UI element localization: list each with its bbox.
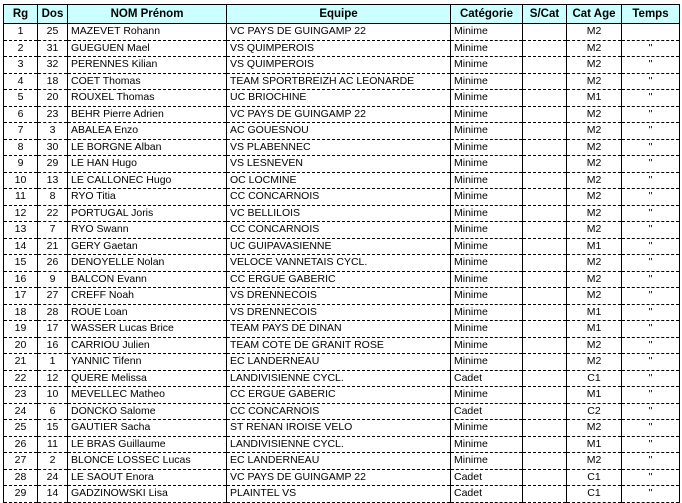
cell-equipe: UC GUIPAVASIENNE — [227, 238, 451, 255]
header-nom-prenom: NOM Prénom — [68, 5, 227, 24]
cell-rg: 8 — [4, 139, 38, 156]
cell-temps: " — [622, 255, 680, 272]
cell-cat-age: M2 — [567, 139, 622, 156]
cell-cat-age: C1 — [567, 469, 622, 486]
cell-cat-age: M2 — [567, 172, 622, 189]
cell-rg: 25 — [4, 420, 38, 437]
cell-rg: 6 — [4, 106, 38, 123]
cell-temps: " — [622, 403, 680, 420]
cell-equipe: VELOCE VANNETAIS CYCL. — [227, 255, 451, 272]
cell-scat — [523, 321, 567, 338]
cell-dos: 23 — [38, 106, 68, 123]
cell-dos: 28 — [38, 304, 68, 321]
cell-dos: 1 — [38, 354, 68, 371]
cell-dos: 13 — [38, 172, 68, 189]
cell-scat — [523, 469, 567, 486]
cell-rg: 27 — [4, 453, 38, 470]
cell-equipe: TEAM PAYS DE DINAN — [227, 321, 451, 338]
cell-rg: 1 — [4, 24, 38, 41]
cell-scat — [523, 123, 567, 140]
cell-scat — [523, 156, 567, 173]
cell-temps: " — [622, 321, 680, 338]
header-categorie: Catégorie — [451, 5, 523, 24]
cell-scat — [523, 139, 567, 156]
cell-cat-age: M2 — [567, 40, 622, 57]
cell-categorie: Cadet — [451, 469, 523, 486]
cell-rg: 17 — [4, 288, 38, 305]
cell-equipe: LANDIVISIENNE CYCL. — [227, 436, 451, 453]
cell-equipe: CC CONCARNOIS — [227, 403, 451, 420]
cell-scat — [523, 337, 567, 354]
cell-categorie: Cadet — [451, 403, 523, 420]
cell-cat-age: M1 — [567, 238, 622, 255]
cell-cat-age: M2 — [567, 156, 622, 173]
cell-nom-prenom: DENOYELLE Nolan — [68, 255, 227, 272]
cell-scat — [523, 189, 567, 206]
cell-categorie: Minime — [451, 40, 523, 57]
cell-dos: 7 — [38, 222, 68, 239]
cell-rg: 18 — [4, 304, 38, 321]
cell-temps: " — [622, 337, 680, 354]
cell-dos: 22 — [38, 205, 68, 222]
cell-categorie: Minime — [451, 172, 523, 189]
cell-scat — [523, 57, 567, 74]
cell-categorie: Minime — [451, 238, 523, 255]
cell-temps: " — [622, 40, 680, 57]
cell-dos: 6 — [38, 403, 68, 420]
table-row — [4, 486, 680, 503]
cell-equipe: OC LOCMINE — [227, 172, 451, 189]
cell-temps: " — [622, 90, 680, 107]
cell-rg: 22 — [4, 370, 38, 387]
cell-temps: " — [622, 156, 680, 173]
cell-rg: 11 — [4, 189, 38, 206]
table-row — [4, 370, 680, 387]
cell-categorie: Minime — [451, 255, 523, 272]
cell-scat — [523, 271, 567, 288]
cell-scat — [523, 288, 567, 305]
cell-nom-prenom: CREFF Noah — [68, 288, 227, 305]
cell-categorie: Minime — [451, 436, 523, 453]
cell-temps: " — [622, 288, 680, 305]
cell-rg: 20 — [4, 337, 38, 354]
cell-cat-age: M2 — [567, 354, 622, 371]
cell-equipe: VS PLABENNEC — [227, 139, 451, 156]
cell-rg: 2 — [4, 40, 38, 57]
table-row — [4, 139, 680, 156]
cell-temps: " — [622, 172, 680, 189]
cell-dos: 14 — [38, 486, 68, 503]
cell-dos: 18 — [38, 73, 68, 90]
table-row — [4, 255, 680, 272]
cell-temps: " — [622, 387, 680, 404]
cell-dos: 30 — [38, 139, 68, 156]
cell-temps: " — [622, 139, 680, 156]
cell-cat-age: M1 — [567, 304, 622, 321]
cell-equipe: VS DRENNECOIS — [227, 288, 451, 305]
header-dos: Dos — [38, 5, 68, 24]
cell-equipe: TEAM SPORTBREIZH AC LEONARDE — [227, 73, 451, 90]
table-row — [4, 436, 680, 453]
table-row — [4, 271, 680, 288]
cell-categorie: Minime — [451, 222, 523, 239]
cell-dos: 10 — [38, 387, 68, 404]
cell-temps: " — [622, 304, 680, 321]
cell-nom-prenom: RYO Titia — [68, 189, 227, 206]
cell-cat-age: M1 — [567, 321, 622, 338]
cell-rg: 15 — [4, 255, 38, 272]
cell-nom-prenom: PERENNES Kilian — [68, 57, 227, 74]
cell-categorie: Minime — [451, 24, 523, 41]
cell-rg: 7 — [4, 123, 38, 140]
cell-scat — [523, 354, 567, 371]
cell-scat — [523, 40, 567, 57]
cell-categorie: Minime — [451, 337, 523, 354]
cell-equipe: VS QUIMPEROIS — [227, 57, 451, 74]
cell-nom-prenom: LE BORGNE Alban — [68, 139, 227, 156]
cell-nom-prenom: GUEGUEN Mael — [68, 40, 227, 57]
cell-nom-prenom: GERY Gaetan — [68, 238, 227, 255]
header-equipe: Equipe — [227, 5, 451, 24]
cell-temps: " — [622, 453, 680, 470]
cell-nom-prenom: MAZEVET Rohann — [68, 24, 227, 41]
header-cat-age: Cat Age — [567, 5, 622, 24]
cell-equipe: ST RENAN IROISE VELO — [227, 420, 451, 437]
cell-equipe: VS QUIMPEROIS — [227, 40, 451, 57]
cell-categorie: Minime — [451, 57, 523, 74]
cell-cat-age: M2 — [567, 57, 622, 74]
cell-nom-prenom: LE BRAS Guillaume — [68, 436, 227, 453]
table-row — [4, 189, 680, 206]
cell-equipe: LANDIVISIENNE CYCL. — [227, 370, 451, 387]
cell-cat-age: M2 — [567, 255, 622, 272]
table-row — [4, 420, 680, 437]
cell-categorie: Minime — [451, 139, 523, 156]
cell-categorie: Minime — [451, 73, 523, 90]
cell-rg: 10 — [4, 172, 38, 189]
cell-rg: 4 — [4, 73, 38, 90]
cell-temps: " — [622, 123, 680, 140]
cell-equipe: CC ERGUE GABERIC — [227, 387, 451, 404]
cell-nom-prenom: WASSER Lucas Brice — [68, 321, 227, 338]
cell-dos: 11 — [38, 436, 68, 453]
cell-scat — [523, 90, 567, 107]
table-row — [4, 123, 680, 140]
table-row — [4, 57, 680, 74]
cell-nom-prenom: MEVELLEC Matheo — [68, 387, 227, 404]
table-row — [4, 73, 680, 90]
cell-rg: 28 — [4, 469, 38, 486]
cell-temps: " — [622, 469, 680, 486]
cell-categorie: Minime — [451, 156, 523, 173]
header-scat: S/Cat — [523, 5, 567, 24]
cell-equipe: CC CONCARNOIS — [227, 222, 451, 239]
cell-nom-prenom: ROUE Loan — [68, 304, 227, 321]
cell-rg: 23 — [4, 387, 38, 404]
cell-dos: 16 — [38, 337, 68, 354]
cell-cat-age: M2 — [567, 189, 622, 206]
cell-categorie: Minime — [451, 387, 523, 404]
cell-equipe: UC BRIOCHINE — [227, 90, 451, 107]
cell-rg: 21 — [4, 354, 38, 371]
results-table — [3, 4, 680, 503]
table-row — [4, 453, 680, 470]
cell-scat — [523, 370, 567, 387]
cell-temps: " — [622, 354, 680, 371]
cell-rg: 13 — [4, 222, 38, 239]
table-row — [4, 222, 680, 239]
header-row — [4, 5, 680, 24]
cell-nom-prenom: RYO Swann — [68, 222, 227, 239]
cell-rg: 19 — [4, 321, 38, 338]
cell-cat-age: M2 — [567, 123, 622, 140]
cell-rg: 16 — [4, 271, 38, 288]
cell-equipe: CC CONCARNOIS — [227, 189, 451, 206]
cell-dos: 9 — [38, 271, 68, 288]
cell-categorie: Minime — [451, 321, 523, 338]
cell-categorie: Minime — [451, 420, 523, 437]
cell-categorie: Minime — [451, 354, 523, 371]
cell-categorie: Minime — [451, 304, 523, 321]
table-row — [4, 469, 680, 486]
cell-temps: " — [622, 271, 680, 288]
cell-equipe: EC LANDERNEAU — [227, 453, 451, 470]
cell-equipe: TEAM COTE DE GRANIT ROSE — [227, 337, 451, 354]
cell-scat — [523, 73, 567, 90]
cell-dos: 26 — [38, 255, 68, 272]
cell-dos: 3 — [38, 123, 68, 140]
table-row — [4, 156, 680, 173]
cell-equipe: VS LESNEVEN — [227, 156, 451, 173]
cell-equipe: PLAINTEL VS — [227, 486, 451, 503]
cell-rg: 24 — [4, 403, 38, 420]
cell-cat-age: M2 — [567, 205, 622, 222]
cell-categorie: Minime — [451, 123, 523, 140]
cell-cat-age: M1 — [567, 90, 622, 107]
cell-dos: 32 — [38, 57, 68, 74]
cell-nom-prenom: LE CALLONEC Hugo — [68, 172, 227, 189]
cell-equipe: AC GOUESNOU — [227, 123, 451, 140]
table-row — [4, 24, 680, 41]
cell-nom-prenom: BLONCE LOSSEC Lucas — [68, 453, 227, 470]
table-row — [4, 354, 680, 371]
cell-scat — [523, 304, 567, 321]
cell-temps: " — [622, 57, 680, 74]
cell-dos: 20 — [38, 90, 68, 107]
cell-cat-age: M2 — [567, 453, 622, 470]
cell-temps: " — [622, 205, 680, 222]
table-row — [4, 288, 680, 305]
cell-nom-prenom: CARRIOU Julien — [68, 337, 227, 354]
cell-categorie: Minime — [451, 453, 523, 470]
cell-equipe: VC PAYS DE GUINGAMP 22 — [227, 24, 451, 41]
cell-rg: 5 — [4, 90, 38, 107]
cell-categorie: Minime — [451, 90, 523, 107]
cell-rg: 26 — [4, 436, 38, 453]
cell-temps: " — [622, 370, 680, 387]
cell-dos: 17 — [38, 321, 68, 338]
table-row — [4, 205, 680, 222]
cell-scat — [523, 106, 567, 123]
table-row — [4, 40, 680, 57]
table-row — [4, 337, 680, 354]
cell-dos: 31 — [38, 40, 68, 57]
cell-categorie: Minime — [451, 189, 523, 206]
cell-nom-prenom: QUERE Melissa — [68, 370, 227, 387]
table-row — [4, 387, 680, 404]
cell-scat — [523, 387, 567, 404]
cell-scat — [523, 172, 567, 189]
cell-nom-prenom: ABALEA Enzo — [68, 123, 227, 140]
table-row — [4, 304, 680, 321]
cell-dos: 29 — [38, 156, 68, 173]
cell-temps: " — [622, 420, 680, 437]
cell-temps: " — [622, 222, 680, 239]
cell-temps: " — [622, 73, 680, 90]
cell-dos: 2 — [38, 453, 68, 470]
cell-categorie: Minime — [451, 271, 523, 288]
cell-scat — [523, 205, 567, 222]
cell-equipe: VC BELLILOIS — [227, 205, 451, 222]
cell-rg: 3 — [4, 57, 38, 74]
table-row — [4, 321, 680, 338]
cell-rg: 29 — [4, 486, 38, 503]
cell-scat — [523, 222, 567, 239]
cell-dos: 8 — [38, 189, 68, 206]
cell-nom-prenom: ROUXEL Thomas — [68, 90, 227, 107]
cell-dos: 21 — [38, 238, 68, 255]
cell-rg: 14 — [4, 238, 38, 255]
table-row — [4, 172, 680, 189]
cell-temps: " — [622, 189, 680, 206]
cell-cat-age: M2 — [567, 222, 622, 239]
cell-nom-prenom: GAUTIER Sacha — [68, 420, 227, 437]
cell-categorie: Minime — [451, 288, 523, 305]
cell-scat — [523, 255, 567, 272]
cell-cat-age: C1 — [567, 370, 622, 387]
cell-scat — [523, 403, 567, 420]
cell-cat-age: M2 — [567, 288, 622, 305]
cell-nom-prenom: LE SAOUT Enora — [68, 469, 227, 486]
cell-cat-age: C1 — [567, 486, 622, 503]
cell-cat-age: M1 — [567, 387, 622, 404]
cell-cat-age: M2 — [567, 420, 622, 437]
table-row — [4, 403, 680, 420]
cell-equipe: EC LANDERNEAU — [227, 354, 451, 371]
cell-scat — [523, 453, 567, 470]
cell-dos: 27 — [38, 288, 68, 305]
table-row — [4, 106, 680, 123]
cell-rg: 12 — [4, 205, 38, 222]
cell-cat-age: M2 — [567, 73, 622, 90]
cell-nom-prenom: LE HAN Hugo — [68, 156, 227, 173]
cell-equipe: CC ERGUE GABERIC — [227, 271, 451, 288]
cell-dos: 25 — [38, 24, 68, 41]
cell-dos: 24 — [38, 469, 68, 486]
cell-scat — [523, 486, 567, 503]
cell-categorie: Minime — [451, 106, 523, 123]
cell-scat — [523, 436, 567, 453]
header-temps: Temps — [622, 5, 680, 24]
cell-cat-age: M2 — [567, 106, 622, 123]
cell-cat-age: M1 — [567, 436, 622, 453]
cell-cat-age: M2 — [567, 24, 622, 41]
table-row — [4, 238, 680, 255]
cell-scat — [523, 24, 567, 41]
cell-categorie: Cadet — [451, 486, 523, 503]
cell-temps: " — [622, 238, 680, 255]
table-row — [4, 90, 680, 107]
cell-equipe: VC PAYS DE GUINGAMP 22 — [227, 469, 451, 486]
cell-rg: 9 — [4, 156, 38, 173]
header-rg: Rg — [4, 5, 38, 24]
cell-nom-prenom: BALCON Evann — [68, 271, 227, 288]
cell-categorie: Minime — [451, 205, 523, 222]
cell-nom-prenom: PORTUGAL Joris — [68, 205, 227, 222]
cell-cat-age: M2 — [567, 271, 622, 288]
cell-dos: 15 — [38, 420, 68, 437]
cell-dos: 12 — [38, 370, 68, 387]
cell-nom-prenom: BEHR Pierre Adrien — [68, 106, 227, 123]
cell-nom-prenom: DONCKO Salome — [68, 403, 227, 420]
cell-nom-prenom: YANNIC Tifenn — [68, 354, 227, 371]
cell-scat — [523, 238, 567, 255]
cell-temps: " — [622, 486, 680, 503]
cell-temps: " — [622, 106, 680, 123]
cell-temps: " — [622, 436, 680, 453]
cell-categorie: Cadet — [451, 370, 523, 387]
cell-cat-age: M2 — [567, 337, 622, 354]
cell-scat — [523, 420, 567, 437]
cell-nom-prenom: COET Thomas — [68, 73, 227, 90]
cell-equipe: VS DRENNECOIS — [227, 304, 451, 321]
cell-cat-age: C2 — [567, 403, 622, 420]
cell-nom-prenom: GADZINOWSKI Lisa — [68, 486, 227, 503]
cell-equipe: VC PAYS DE GUINGAMP 22 — [227, 106, 451, 123]
cell-temps — [622, 24, 680, 41]
